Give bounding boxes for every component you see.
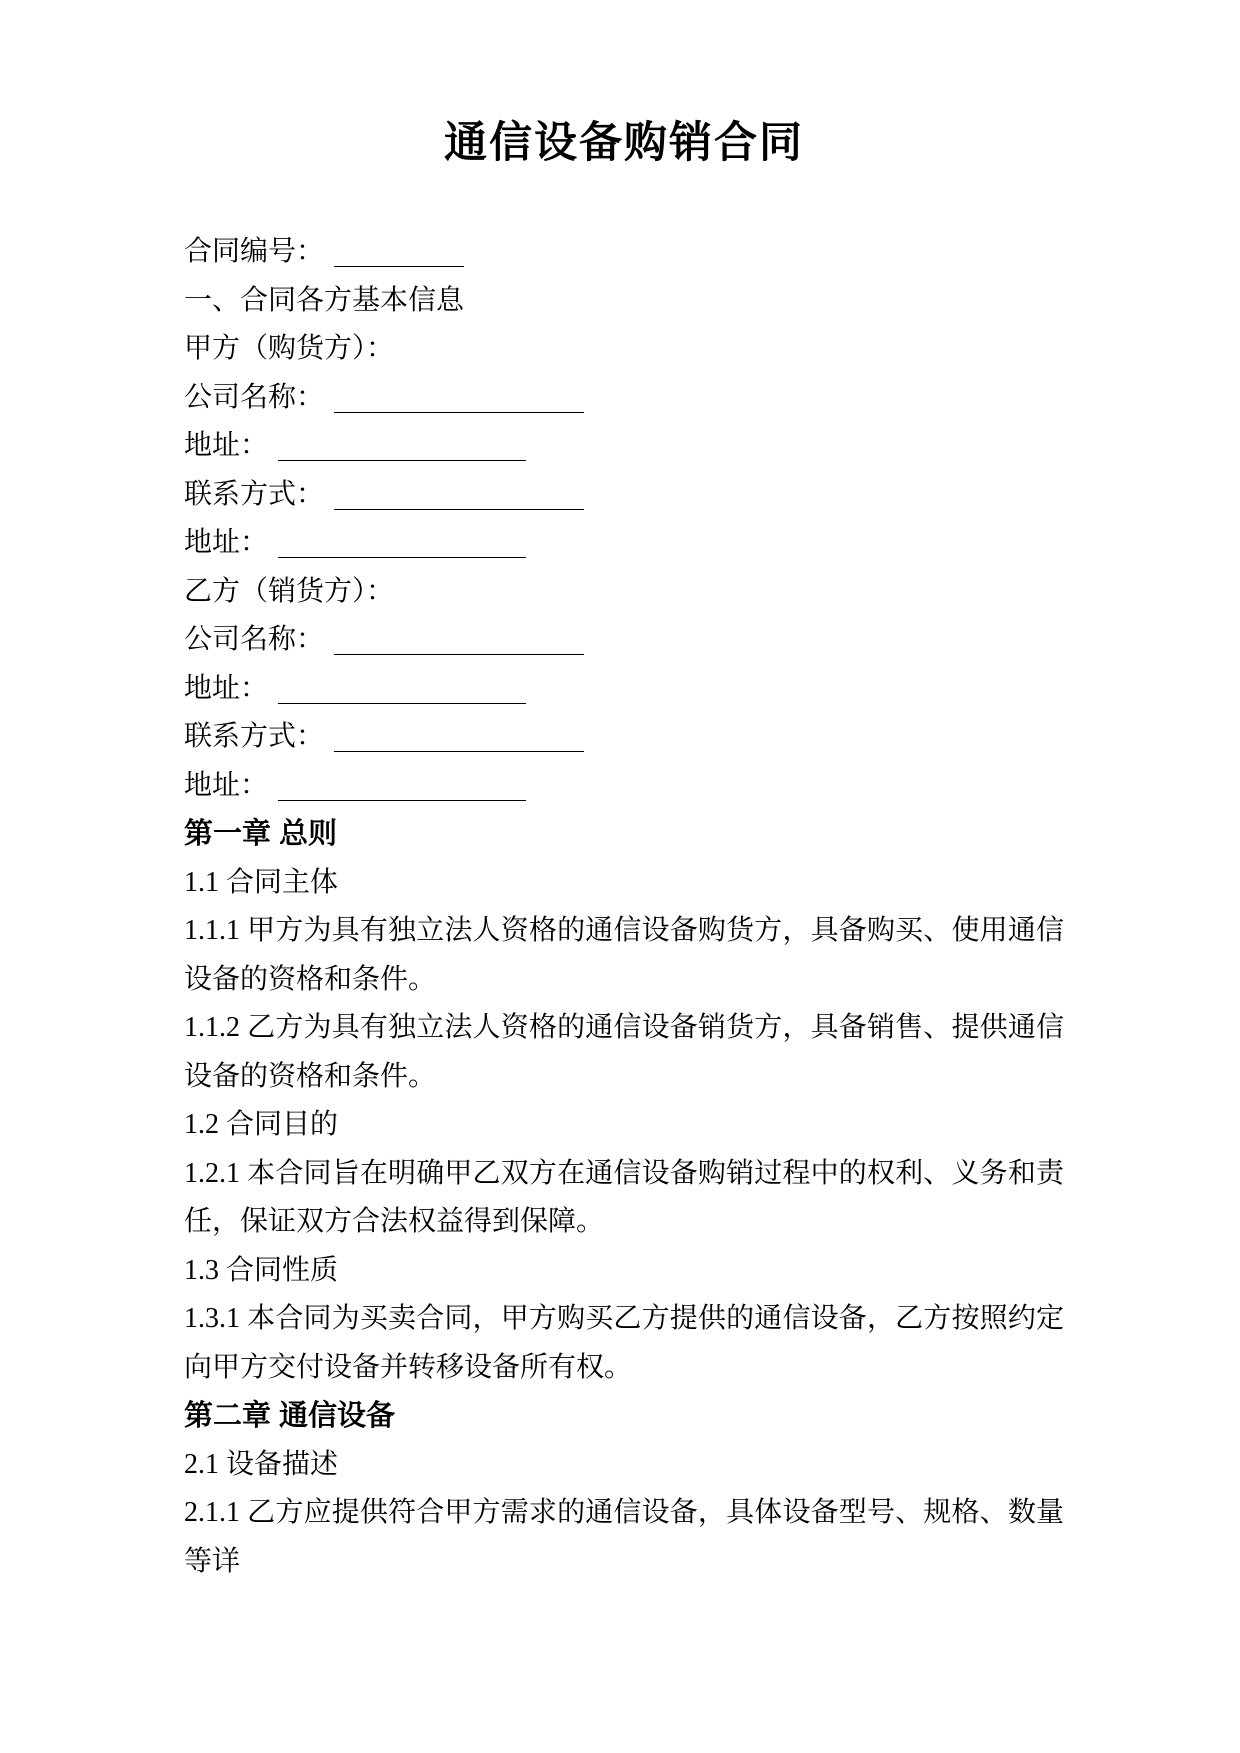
party-a-address2-blank	[278, 527, 526, 558]
party-b-contact-blank	[334, 721, 584, 752]
party-a-address2-label: 地址：	[184, 527, 269, 558]
party-a-contact-label: 联系方式：	[184, 478, 325, 510]
party-b-address1-row	[184, 665, 1064, 714]
contract-number-label: 合同编号：	[184, 236, 325, 267]
party-b-company-label: 公司名称：	[184, 624, 325, 655]
party-a-address1-blank	[278, 430, 526, 461]
party-b-contact-label: 联系方式：	[184, 721, 325, 752]
party-a-company-label: 公司名称：	[184, 381, 325, 413]
party-a-address1-label: 地址：	[184, 430, 269, 461]
clause-1-1-2: 1.1.2 乙方为具有独立法人资格的通信设备销货方，具备销售、提供通信设备的资格和条件。	[184, 1012, 1064, 1092]
party-a-contact-row	[184, 471, 1064, 520]
clause-2-1: 2.1 设备描述	[184, 1448, 339, 1480]
clause-1-1-1: 1.1.1 甲方为具有独立法人资格的通信设备购货方，具备购买、使用通信设备的资格和条件。	[184, 915, 1064, 995]
clause-1-3: 1.3 合同性质	[184, 1254, 339, 1286]
party-a-contact-blank	[334, 479, 584, 510]
party-b-address2-label: 地址：	[184, 769, 269, 801]
party-a-address1-row	[184, 422, 1064, 471]
chapter-1-heading: 第一章 总则	[184, 818, 338, 850]
contract-title: 通信设备购销合同	[444, 120, 804, 167]
parties-section-heading: 一、合同各方基本信息	[184, 284, 465, 316]
chapter-2-heading: 第二章 通信设备	[184, 1400, 396, 1432]
party-b-address1-label: 地址：	[184, 672, 269, 704]
clause-1-2: 1.2 合同目的	[184, 1109, 339, 1140]
party-b-company-blank	[334, 624, 584, 655]
clause-2-1-1: 2.1.1 乙方应提供符合甲方需求的通信设备，具体设备型号、规格、数量等详	[184, 1497, 1064, 1577]
contract-number-row	[184, 228, 1064, 277]
party-b-address2-blank	[278, 770, 526, 801]
party-b-company-row	[184, 616, 1064, 665]
clause-1-1: 1.1 合同主体	[184, 866, 339, 898]
party-a-address2-row	[184, 519, 1064, 568]
clause-1-2-1: 1.2.1 本合同旨在明确甲乙双方在通信设备购销过程中的权利、义务和责任，保证双方合法权益得到保障。	[184, 1157, 1064, 1237]
party-a-company-blank	[334, 382, 584, 413]
party-b-address1-blank	[278, 673, 526, 704]
party-b-contact-row	[184, 713, 1064, 762]
party-a-company-row	[184, 374, 1064, 423]
party-b-heading: 乙方（销货方）：	[184, 575, 395, 607]
contract-number-blank	[334, 236, 464, 267]
party-a-heading: 甲方（购货方）：	[184, 333, 395, 364]
clause-1-3-1: 1.3.1 本合同为买卖合同，甲方购买乙方提供的通信设备，乙方按照约定向甲方交付设备并转移设备所有权。	[184, 1303, 1064, 1383]
party-b-address2-row	[184, 762, 1064, 811]
